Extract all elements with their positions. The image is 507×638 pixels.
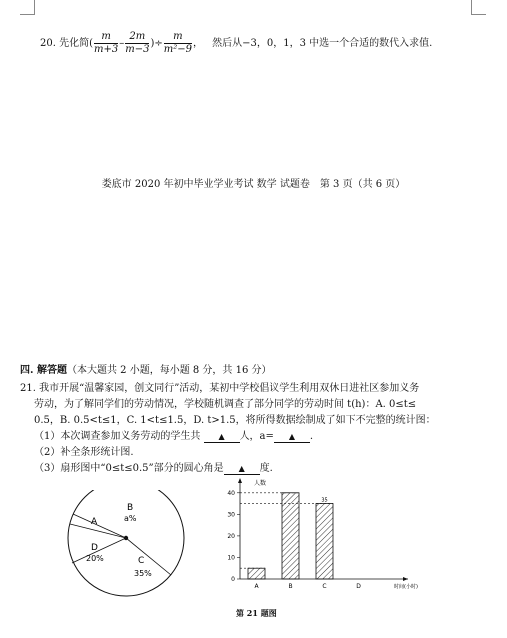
bar-b <box>282 493 299 579</box>
q21-subquestion-3 <box>34 459 273 475</box>
pie-label-b: B <box>127 503 134 513</box>
figure-caption: 第 21 题图 <box>236 608 277 618</box>
crop-mark-right <box>471 0 486 15</box>
pie-label-a: A <box>91 517 98 527</box>
y-tick-label: 40 <box>227 489 235 497</box>
pie-center <box>124 536 128 540</box>
q21-subquestion-2: （2）补全条形统计图. <box>34 447 134 458</box>
y-tick-label: 20 <box>227 532 235 540</box>
sub3-text-a: （3）扇形图中“0≤t≤0.5”部分的圆心角是 <box>34 463 224 474</box>
q20-fraction-1 <box>94 31 118 56</box>
q20-f2-numerator: 2m <box>125 31 149 44</box>
x-axis-arrow <box>403 577 408 581</box>
y-tick-label: 0 <box>231 576 235 583</box>
q20-paren-open: ( <box>89 38 93 49</box>
bar-chart <box>218 474 430 602</box>
y-axis-arrow <box>238 478 242 483</box>
category-label: A <box>254 583 259 590</box>
data-label: 35 <box>321 497 328 504</box>
question-20 <box>40 26 432 62</box>
sub1-text-c: . <box>309 431 314 442</box>
q21-line-3: 0.5，B. 0.5<t≤1，C. 1<t≤1.5，D. t>1.5，将所得数据绘制成了如下不完整的统计图： <box>34 415 436 426</box>
q20-fraction-3 <box>164 31 192 56</box>
q20-f3-denominator: m²−9 <box>163 44 192 55</box>
pie-label-c-value: 35% <box>134 569 152 578</box>
page-footer: 娄底市 2020 年初中毕业学业考试 数学 试题卷 第 3 页（共 6 页） <box>101 179 406 190</box>
category-label: B <box>288 583 293 590</box>
q20-number: 20. <box>40 38 56 49</box>
pie-label-d: D <box>91 543 98 553</box>
y-tick-label: 10 <box>227 554 235 562</box>
answer-blank-2: ▲ <box>274 431 310 443</box>
category-label: C <box>322 583 327 590</box>
q20-minus: – <box>119 38 125 49</box>
bar-a <box>248 568 265 579</box>
pie-circle <box>68 490 184 596</box>
q20-comma: ， <box>192 38 203 49</box>
q20-f2-denominator: m−3 <box>125 44 150 55</box>
y-axis-title: 人数 <box>254 480 267 487</box>
bar-c <box>316 504 333 579</box>
q21-line-1: 21. 我市开展“温馨家园，创文同行”活动，某初中学校倡议学生利用双休日进社区参加义务 <box>20 383 420 394</box>
pie-label-d-value: 20% <box>86 554 104 563</box>
pie-label-c: C <box>138 556 145 566</box>
answer-blank-3: ▲ <box>224 463 260 475</box>
section-note: （本大题共 2 小题，每小题 8 分，共 16 分） <box>66 365 272 376</box>
section-heading <box>20 361 272 376</box>
q21-subquestion-1 <box>34 427 313 443</box>
q20-suffix: 然后从−3，0，1，3 中选一个合适的数代入求值. <box>212 38 433 49</box>
sub3-text-b: 度. <box>259 463 273 474</box>
y-tick-label: 30 <box>227 511 235 519</box>
q20-f1-numerator: m <box>94 31 118 44</box>
sub1-text-b: 人，a= <box>239 431 274 442</box>
q20-f3-numerator: m <box>164 31 192 44</box>
sub1-text-a: （1）本次调查参加义务劳动的学生共 <box>34 431 201 442</box>
q20-paren-close: )÷ <box>150 38 163 49</box>
q21-line-2: 劳动，为了解同学们的劳动情况，学校随机调查了部分同学的劳动时间 t(h)：A. 0≤t≤ <box>34 399 417 410</box>
pie-chart <box>64 490 194 600</box>
category-label: D <box>356 583 361 590</box>
q20-f1-denominator: m+3 <box>94 44 119 55</box>
q20-prefix: 先化简 <box>59 38 90 49</box>
crop-mark-left <box>20 0 35 15</box>
x-axis-title: 时间(小时) <box>394 584 418 590</box>
q20-fraction-2 <box>125 31 149 56</box>
pie-label-b-value: a% <box>124 514 137 523</box>
answer-blank-1: ▲ <box>204 431 240 443</box>
section-title: 四. 解答题 <box>20 365 67 376</box>
